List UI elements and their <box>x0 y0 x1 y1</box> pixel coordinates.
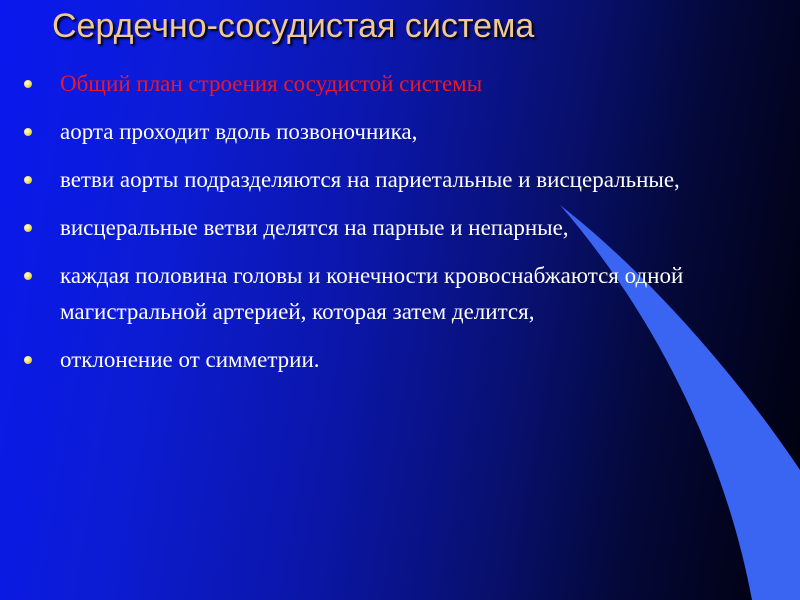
bullet-text: ветви аорты подразделяются на париетальные и висцеральные, <box>60 167 680 192</box>
bullet-item <box>24 342 764 378</box>
bullet-text: Общий план строения сосудистой системы <box>60 71 483 96</box>
bullet-text: аорта проходит вдоль позвоночника, <box>60 119 418 144</box>
bullet-item <box>24 162 764 198</box>
bullet-item <box>24 114 764 150</box>
bullet-dot-icon <box>24 128 32 136</box>
bullet-item <box>24 258 764 330</box>
bullet-dot-icon <box>24 272 32 280</box>
bullet-text: висцеральные ветви делятся на парные и непарные, <box>60 215 569 240</box>
slide-title: Сердечно-сосудистая система <box>52 7 535 45</box>
bullet-item <box>24 66 764 102</box>
bullet-dot-icon <box>24 224 32 232</box>
bullet-dot-icon <box>24 176 32 184</box>
bullet-dot-icon <box>24 356 32 364</box>
bullet-text: каждая половина головы и конечности кровоснабжаются одной магистральной артерией, которая затем делится, <box>60 263 684 324</box>
bullet-item <box>24 210 764 246</box>
bullet-list <box>24 66 764 390</box>
bullet-dot-icon <box>24 80 32 88</box>
bullet-text: отклонение от симметрии. <box>60 347 320 372</box>
